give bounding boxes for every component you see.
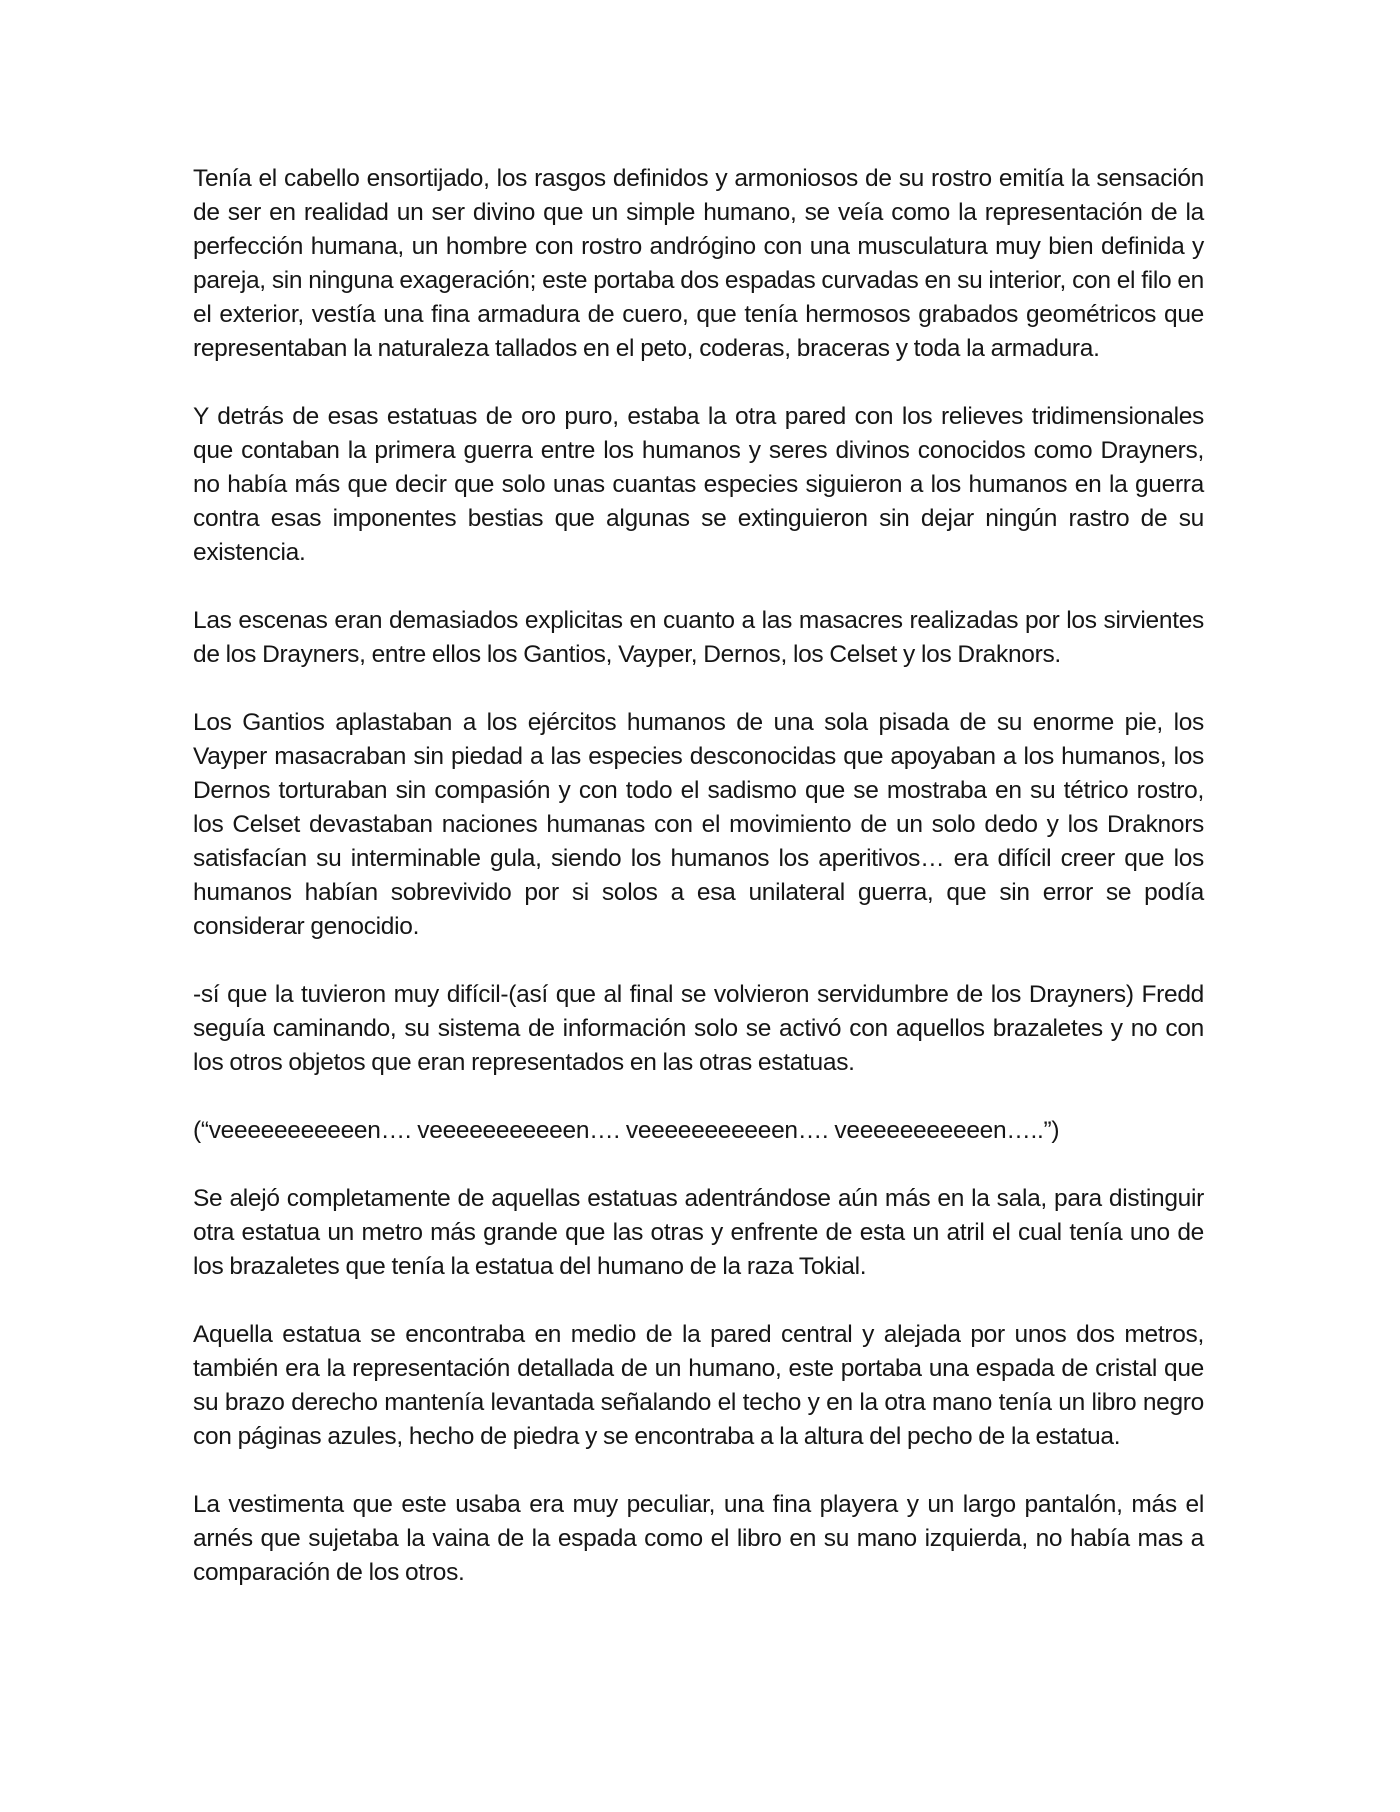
- paragraph-4: Los Gantios aplastaban a los ejércitos humanos de una sola pisada de su enorme pie, los Vayper masacraban sin piedad a las especies desconocidas que apoyaban a los humanos, los Dernos torturaban sin compasión y con todo el sadismo que se mostraba en su tétrico rostro, los Celset devastaban naciones humanas con el movimiento de un solo dedo y los Draknors satisfacían su interminable gula, siendo los humanos los aperitivos… era difícil creer que los humanos habían sobrevivido por si solos a esa unilateral guerra, que sin error se podía considerar genocidio.: [193, 709, 1204, 940]
- paragraph-2: Y detrás de esas estatuas de oro puro, estaba la otra pared con los relieves tridimensionales que contaban la primera guerra entre los humanos y seres divinos conocidos como Drayners, no había más que decir que solo unas cuantas especies siguieron a los humanos en la guerra contra esas imponentes bestias que algunas se extinguieron sin dejar ningún rastro de su existencia.: [193, 403, 1204, 566]
- paragraph-6: (“veeeeeeeeeeen…. veeeeeeeeeeen…. veeeeeeeeeeen…. veeeeeeeeeeen…..”): [193, 1117, 1060, 1144]
- paragraph-9: La vestimenta que este usaba era muy peculiar, una fina playera y un largo pantalón, más el arnés que sujetaba la vaina de la espada como el libro en su mano izquierda, no había mas a comparación de los otros.: [193, 1491, 1204, 1586]
- paragraph-7: Se alejó completamente de aquellas estatuas adentrándose aún más en la sala, para distinguir otra estatua un metro más grande que las otras y enfrente de esta un atril el cual tenía uno de los brazaletes que tenía la estatua del humano de la raza Tokial.: [193, 1185, 1204, 1280]
- paragraph-8: Aquella estatua se encontraba en medio de la pared central y alejada por unos dos metros, también era la representación detallada de un humano, este portaba una espada de cristal que su brazo derecho mantenía levantada señalando el techo y en la otra mano tenía un libro negro con páginas azules, hecho de piedra y se encontraba a la altura del pecho de la estatua.: [193, 1321, 1204, 1450]
- paragraph-5: -sí que la tuvieron muy difícil-(así que al final se volvieron servidumbre de los Drayners) Fredd seguía caminando, su sistema de información solo se activó con aquellos brazaletes y no con los otros objetos que eran representados en las otras estatuas.: [193, 981, 1204, 1076]
- paragraph-1: Tenía el cabello ensortijado, los rasgos definidos y armoniosos de su rostro emitía la sensación de ser en realidad un ser divino que un simple humano, se veía como la representación de la perfección humana, un hombre con rostro andrógino con una musculatura muy bien definida y pareja, sin ninguna exageración; este portaba dos espadas curvadas en su interior, con el filo en el exterior, vestía una fina armadura de cuero, que tenía hermosos grabados geométricos que representaban la naturaleza tallados en el peto, coderas, braceras y toda la armadura.: [193, 165, 1204, 362]
- document-body: [193, 162, 1204, 1624]
- paragraph-3: Las escenas eran demasiados explicitas en cuanto a las masacres realizadas por los sirvientes de los Drayners, entre ellos los Gantios, Vayper, Dernos, los Celset y los Draknors.: [193, 607, 1204, 668]
